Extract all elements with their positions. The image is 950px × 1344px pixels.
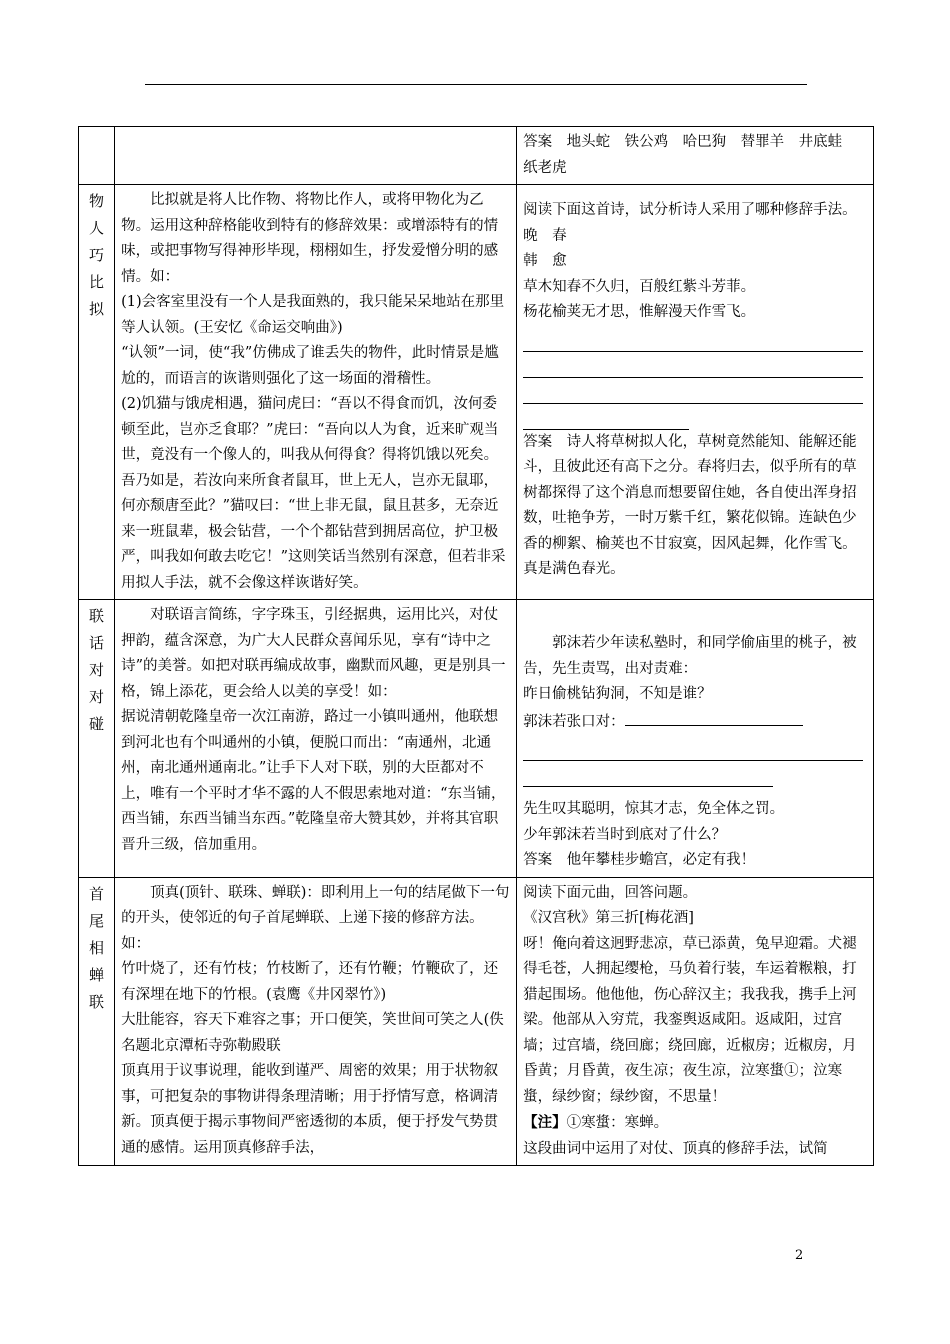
qu-title: 《汉宫秋》第三折[梅花酒] bbox=[523, 910, 694, 926]
header-char: 首 bbox=[89, 884, 105, 903]
header-char: 巧 bbox=[89, 246, 105, 264]
question-text: 阅读下面元曲，回答问题。 bbox=[523, 884, 698, 901]
question-text: 少年郭沫若当时到底对了什么？ bbox=[523, 826, 727, 843]
answer-blank[interactable] bbox=[523, 761, 773, 787]
rhetoric-table bbox=[78, 126, 874, 1166]
explanation-cell bbox=[115, 600, 517, 878]
header-char: 联 bbox=[89, 992, 105, 1011]
question-text: 郭沫若少年读私塾时，和同学偷庙里的桃子，被告，先生责骂，出对责难： bbox=[523, 635, 857, 677]
paragraph: 顶真(顶针、联珠、蝉联)：即利用上一句的结尾做下一句的开头，使邻近的句子首尾蝉联、上递下接的修辞方法。如： bbox=[121, 884, 510, 952]
table-row bbox=[79, 600, 874, 878]
paragraph: (1)会客室里没有一个人是我面熟的，我只能呆呆地站在那里等人认领。(王安忆《命运交响曲》) bbox=[121, 294, 505, 336]
header-char: 人 bbox=[89, 219, 105, 237]
question-text: 这段曲词中运用了对仗、顶真的修辞手法，试简 bbox=[523, 1140, 828, 1157]
header-char: 对 bbox=[89, 661, 105, 679]
paragraph: 对联语言简练，字字珠玉，引经据典，运用比兴，对仗押韵，蕴含深意，为广大人民群众喜闻乐见，享有“诗中之诗”的美誉。如把对联再编成故事，幽默而风趣，更是别具一格，锦上添花，更会给人以美的享受！如： bbox=[121, 607, 506, 700]
paragraph: “认领”一词，使“我”仿佛成了谁丢失的物件，此时情景是尴尬的，而语言的诙谐则强化了这一场面的滑稽性。 bbox=[121, 345, 499, 387]
paragraph: 据说清朝乾隆皇帝一次江南游，路过一小镇叫通州，他联想到河北也有个叫通州的小镇，便脱口而出：“南通州，北通州，南北通州通南北。”让手下人对下联，别的大臣都对不上，唯有一个平时才华不露的人不假思索地对道：“东当铺，西当铺，东西当铺当东西。”乾隆皇帝大赞其妙，并将其官职晋升三级，倍加重用。 bbox=[121, 709, 506, 853]
answer-blank[interactable] bbox=[523, 326, 863, 352]
row-header-empty bbox=[79, 127, 115, 185]
paragraph: 比拟就是将人比作物、将物比作人，或将甲物化为乙物。运用这种辞格能收到特有的修辞效果：或增添特有的情味，或把事物写得神形毕现，栩栩如生，抒发爱憎分明的感情。如： bbox=[121, 192, 499, 285]
explanation-cell bbox=[115, 877, 517, 1166]
note-text: ①寒螀：寒蝉。 bbox=[566, 1115, 669, 1131]
paragraph: (2)饥猫与饿虎相遇，猫问虎曰：“吾以不得食而饥，汝何委顿至此，岂亦乏食耶？”虎曰：“吾向以人为食，近来旷观当世，竟没有一个像人的，叫我从何得食？得将饥饿以死矣。吾乃如是，若汝向来所食者鼠耳，世上无人，岂亦无鼠耶，何亦颓唐至此？”猫叹曰：“世上非无鼠，鼠且甚多，无奈近来一班鼠辈，极会钻营，一个个都钻营到拥居高位，护卫极严，叫我如何敢去吃它！”这则笑话当然别有深意，但若非采用拟人手法，就不会像这样诙谐好笑。 bbox=[121, 396, 506, 591]
header-char: 比 bbox=[89, 273, 105, 291]
header-rule bbox=[145, 84, 807, 85]
header-char: 蝉 bbox=[89, 965, 105, 984]
answer-text: 答案 诗人将草树拟人化，草树竟然能知、能解还能斗，且彼此还有高下之分。春将归去，似乎所有的草树都探得了这个消息而想要留住她，各自使出浑身招数，吐艳争芳，一时万紫千红，繁花似锦。连缺色少香的柳絮、榆荚也不甘寂寞，因风起舞，化作雪飞。真是满色春光。 bbox=[523, 433, 857, 577]
explanation-cell bbox=[115, 185, 517, 600]
row-left-empty bbox=[115, 127, 517, 185]
paragraph: 顶真用于议事说理，能收到谨严、周密的效果；用于状物叙事，可把复杂的事物讲得条理清晰；用于抒情写意，格调清新。顶真便于揭示事物间严密透彻的本质，便于抒发气势贯通的感情。运用顶真修辞手法， bbox=[121, 1063, 499, 1156]
answer-blank[interactable] bbox=[523, 735, 863, 761]
header-char: 物 bbox=[89, 192, 105, 210]
story-text: 先生叹其聪明，惊其才志，免全体之罚。 bbox=[523, 801, 785, 817]
row-header bbox=[79, 600, 115, 878]
page-number: 2 bbox=[795, 1248, 804, 1263]
header-char: 相 bbox=[89, 938, 105, 957]
poem-line: 草木知春不久归，百般红紫斗芳菲。 bbox=[523, 278, 756, 295]
note bbox=[523, 1110, 867, 1137]
poem-title: 晚 春 bbox=[523, 227, 567, 244]
table-row bbox=[79, 185, 874, 600]
prompt-label: 郭沫若张口对： bbox=[523, 713, 625, 730]
answer-text: 答案 地头蛇 铁公鸡 哈巴狗 替罪羊 井底蛙 纸老虎 bbox=[523, 134, 857, 176]
table-row bbox=[79, 127, 874, 185]
table-row bbox=[79, 877, 874, 1166]
answer-text: 答案 他年攀桂步蟾宫，必定有我！ bbox=[523, 852, 756, 868]
exercise-cell bbox=[517, 185, 874, 600]
answer-blank[interactable] bbox=[625, 708, 803, 726]
header-char: 碰 bbox=[89, 715, 105, 733]
qu-text: 呀！俺向着这迥野悲凉，草已添黄，兔早迎霜。犬褪得毛苍，人拥起缨枪，马负着行装，车运着糇粮，打猎起围场。他他他，伤心辞汉主；我我我，携手上河梁。他部从入穷荒，我銮舆返咸阳。返咸阳，过宫墙；过宫墙，绕回廊；绕回廊，近椒房；近椒房，月昏黄；月昏黄，夜生凉；夜生凉，泣寒螀①；泣寒螀，绿纱窗；绿纱窗，不思量！ bbox=[523, 935, 857, 1105]
header-char: 拟 bbox=[89, 300, 105, 318]
row-right-answer bbox=[517, 127, 874, 185]
note-label: 【注】 bbox=[523, 1114, 567, 1131]
answer-blank[interactable] bbox=[523, 378, 863, 404]
exercise-cell bbox=[517, 600, 874, 878]
poem-line: 杨花榆荚无才思，惟解漫天作雪飞。 bbox=[523, 304, 756, 320]
paragraph: 大肚能容，容天下难容之事；开口便笑，笑世间可笑之人(佚名题北京潭柘寺弥勒殿联 bbox=[121, 1012, 504, 1054]
question-text: 阅读下面这首诗，试分析诗人采用了哪种修辞手法。 bbox=[523, 202, 857, 218]
answer-prompt bbox=[523, 708, 867, 736]
poem-author: 韩 愈 bbox=[523, 253, 567, 269]
header-char: 尾 bbox=[89, 911, 105, 930]
header-char: 话 bbox=[89, 634, 105, 652]
answer-blank[interactable] bbox=[523, 404, 689, 430]
header-char: 联 bbox=[89, 607, 105, 625]
row-header bbox=[79, 185, 115, 600]
exercise-cell bbox=[517, 877, 874, 1166]
answer-blank[interactable] bbox=[523, 352, 863, 378]
paragraph: 竹叶烧了，还有竹枝；竹枝断了，还有竹鞭；竹鞭砍了，还有深埋在地下的竹根。(袁鹰《井冈翠竹》) bbox=[121, 961, 499, 1003]
header-char: 对 bbox=[89, 688, 105, 706]
couplet-line: 昨日偷桃钻狗洞，不知是谁？ bbox=[523, 686, 712, 702]
row-header bbox=[79, 877, 115, 1166]
